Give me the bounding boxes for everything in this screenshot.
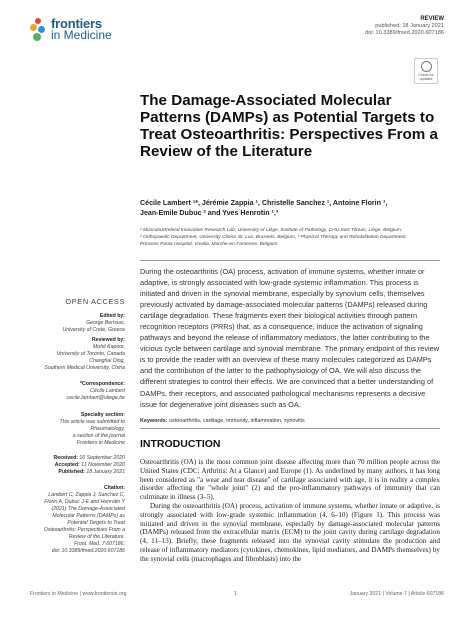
correspondence-label: *Correspondence: bbox=[80, 381, 125, 387]
citation-line: Molecular Patterns (DAMPs) as bbox=[52, 513, 125, 519]
footer-issue-info: January 2021 | Volume 7 | Article 607186 bbox=[349, 591, 444, 597]
affiliation-line: Princess Paola Hospital, Vivalia, Marche-en-Famenne, Belgium bbox=[140, 241, 278, 247]
citation-line: Osteoarthritis: Perspectives From a bbox=[43, 527, 125, 533]
article-type: REVIEW bbox=[420, 16, 444, 22]
frontiers-logo-icon bbox=[30, 18, 46, 42]
keywords-label: Keywords: bbox=[140, 418, 168, 424]
correspondence-email[interactable]: cecile.lambert@uliege.be bbox=[66, 395, 125, 401]
citation bbox=[30, 485, 125, 555]
keywords bbox=[140, 418, 440, 424]
published-sidebar-date: 18 January 2021 bbox=[86, 469, 125, 475]
correspondence-name: Cécile Lambert bbox=[90, 388, 125, 394]
published-label: Published: bbox=[58, 469, 85, 475]
citation-label: Citation: bbox=[103, 485, 125, 491]
footer-journal-link[interactable]: Frontiers in Medicine | www.frontiersin.org bbox=[30, 591, 127, 597]
check-for-updates-button[interactable] bbox=[414, 58, 438, 84]
journal-logo bbox=[30, 18, 112, 42]
specialty-line: Rheumatology, bbox=[90, 426, 125, 432]
citation-line: (2021) The Damage-Associated bbox=[51, 506, 125, 512]
accepted-date: 11 November 2020 bbox=[81, 462, 125, 468]
affiliations bbox=[140, 228, 450, 248]
article-title: The Damage-Associated Molecular Patterns (DAMPs) as Potential Targets to Treat Osteoarthritis: Perspectives From a Review of the Literature bbox=[140, 92, 438, 160]
intro-paragraph: During the osteoarthritis (OA) process, activation of immune systems, whether innate or adaptive, is strongly associated with low-grade systemic inflammation (4, 6–10) (Figure 1). This process was initiated and driven in the synovial membrane, especially by damage-associated molecular patterns (DAMPs) released from the extracellular matrix (ECM) to the joint cavity during cartilage degradation (4, 11–13). Briefly, these fragments released into the synovial cavity stimulate the production and release of inflammatory mediators (cytokines, chemokines, lipid mediators, and DAMPs themselves) by the synovial cells (macrophages and fibroblasts) into the bbox=[140, 501, 440, 563]
page-number: 1 bbox=[234, 591, 237, 597]
citation-line: Review of the Literature. bbox=[68, 534, 125, 540]
article-meta bbox=[365, 16, 444, 37]
citation-line: Front. Med. 7:607186. bbox=[73, 541, 125, 547]
keywords-list: osteoarthritis, cartilage, immunity, inflammation, synovitis bbox=[169, 418, 305, 424]
journal-name: in Medicine bbox=[51, 28, 112, 42]
editor-line: George Bertsias, bbox=[86, 320, 125, 326]
accepted-label: Accepted: bbox=[54, 462, 80, 468]
specialty-label: Specialty section: bbox=[80, 412, 125, 418]
specialty-section bbox=[30, 412, 125, 447]
editor-line: University of Crete, Greece bbox=[62, 327, 125, 333]
affiliation-line: ² Orthopaedic Department, University Clinics St. Luc, Brussels, Belgium, ³ Physical Therapy and Rehabilitation Department, bbox=[140, 234, 407, 240]
reviewer-line: Changhai Ding, bbox=[89, 358, 125, 364]
citation-line: Lambert C, Zappia J, Sanchez C, bbox=[48, 492, 125, 498]
reviewer-line: University of Toronto, Canada bbox=[56, 351, 125, 357]
authors-line: Jean-Emile Dubuc ² and Yves Henrotin ¹,³ bbox=[140, 209, 279, 217]
received-date: 16 September 2020 bbox=[79, 455, 125, 461]
specialty-line: Frontiers in Medicine bbox=[76, 440, 125, 446]
abstract-top-divider bbox=[140, 260, 440, 261]
brand-name: frontiers bbox=[51, 16, 102, 31]
doi-link[interactable]: doi: 10.3389/fmed.2020.607186 bbox=[364, 30, 444, 36]
edited-by-label: Edited by: bbox=[99, 313, 125, 319]
specialty-line: a section of the journal bbox=[72, 433, 125, 439]
abstract-bottom-divider bbox=[140, 428, 440, 429]
reviewer-line: Southern Medical University, China bbox=[44, 365, 125, 371]
correspondence bbox=[30, 381, 125, 402]
citation-line: Florin A, Dubuc J-E and Henrotin Y bbox=[44, 499, 125, 505]
author-list bbox=[140, 198, 430, 218]
citation-line[interactable]: doi: 10.3389/fmed.2020.607186 bbox=[51, 548, 125, 554]
specialty-line: This article was submitted to bbox=[59, 419, 125, 425]
open-access-label: OPEN ACCESS bbox=[65, 297, 125, 306]
published-date: published: 18 January 2021 bbox=[375, 23, 444, 29]
citation-line: Potential Targets to Treat bbox=[67, 520, 125, 526]
check-updates-label: Check for updates bbox=[418, 73, 434, 81]
reviewed-by-label: Reviewed by: bbox=[91, 337, 125, 343]
authors-line: Cécile Lambert ¹*, Jérémie Zappia ¹, Christelle Sanchez ¹, Antoine Florin ¹, bbox=[140, 199, 388, 207]
reviewer-line: Mohit Kapoor, bbox=[92, 344, 125, 350]
abstract: During the osteoarthritis (OA) process, activation of immune systems, whether innate or adaptive, is strongly associated with low-grade systemic inflammation. This process is initiated and driven in the synovial membrane, especially by synovium cells, themselves previously activated by damage-associated molecular patterns (DAMPs) released during cartilage degradation. These fragments exert their biological activities through pattern recognition receptors (PRRs) that, as a consequence, induce the activation of signaling pathways and beyond the release of inflammatory mediators, the latter contributing to the vicious cycle between cartilage and synovial membrane. The primary endpoint of this review is to provide the reader with an overview of these many molecules categorized as DAMPs and the contribution of the latter to the pathophysiology of OA. We will also discuss the different strategies to control their effects. We are convinced that a better understanding of DAMPs, their receptors, and associated pathological mechanisms represents a decisive issue for degenerative joint diseases such as OA. bbox=[140, 267, 440, 409]
received-label: Received: bbox=[53, 455, 78, 461]
intro-paragraph: Osteoarthritis (OA) is the most common joint disease affecting more than 70 million people across the United States (CDC: Arthritis: At a Glance) and Europe (1). As underlined by many authors, it has long been considered as "a wear and tear disease" of cartilage associated with age, it is in reality a complex disorder affecting the "whole joint" (2) and the pro-inflammatory pathways of immunity that can culminate in illness (3–5). bbox=[140, 458, 440, 502]
introduction-body bbox=[140, 458, 440, 564]
check-updates-icon bbox=[421, 61, 432, 72]
reviewed-by bbox=[30, 337, 125, 372]
affiliation-line: ¹ MusculoSKeletal Innovative Research Lab, University of Liège, Institute of Pathology, CHU Sart-Tilman, Liège, Belgium, bbox=[140, 228, 403, 233]
section-heading-introduction: INTRODUCTION bbox=[140, 438, 221, 450]
edited-by bbox=[30, 313, 125, 334]
dates bbox=[30, 455, 125, 476]
